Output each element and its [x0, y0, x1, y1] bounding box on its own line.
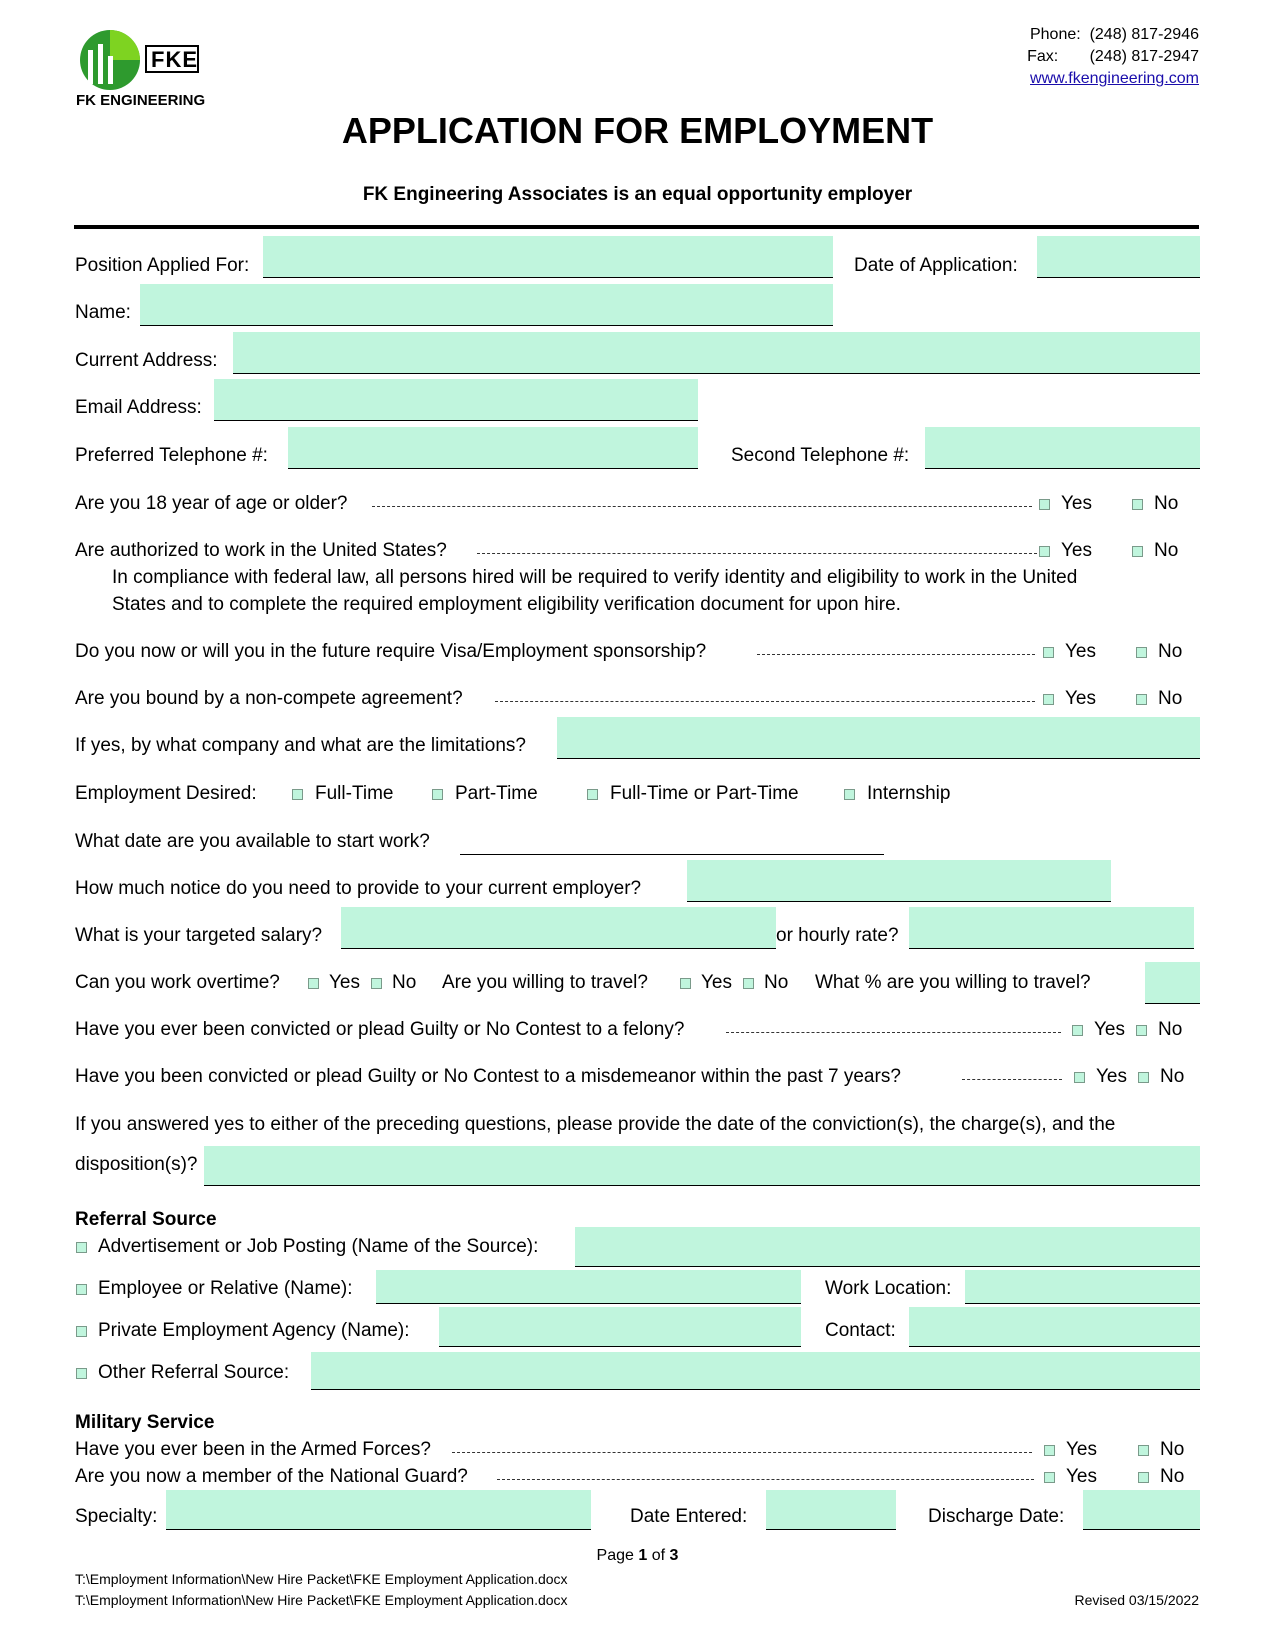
- agency-checkbox[interactable]: [76, 1326, 87, 1337]
- other-referral-input[interactable]: [311, 1352, 1200, 1390]
- explain-input[interactable]: [204, 1146, 1200, 1186]
- hourly-input[interactable]: [909, 907, 1194, 949]
- authorized-yes-label: Yes: [1061, 540, 1092, 561]
- employee-input[interactable]: [376, 1270, 801, 1304]
- armed-forces-leader: [452, 1452, 1032, 1454]
- specialty-input[interactable]: [166, 1490, 591, 1530]
- company-logo: [78, 28, 218, 110]
- fax-line: [1027, 48, 1199, 66]
- page-number: [0, 1547, 1275, 1565]
- phone-number: (248) 817-2946: [1089, 26, 1199, 43]
- noncompete-no-label: No: [1158, 688, 1183, 709]
- logo-company-name: FK ENGINEERING: [76, 92, 206, 109]
- employee-checkbox[interactable]: [76, 1284, 87, 1295]
- age-question: Are you 18 year of age or older?: [75, 493, 348, 514]
- advertisement-label: Advertisement or Job Posting (Name of the Source):: [98, 1236, 539, 1257]
- age-yes-label: Yes: [1061, 493, 1092, 514]
- salary-question: What is your targeted salary?: [75, 925, 323, 946]
- military-heading: Military Service: [75, 1412, 215, 1433]
- position-label: Position Applied For:: [75, 255, 250, 276]
- page-current: 1: [638, 1547, 648, 1564]
- felony-no-checkbox[interactable]: [1136, 1025, 1147, 1036]
- advertisement-input[interactable]: [575, 1227, 1200, 1267]
- national-guard-question: Are you now a member of the National Guard?: [75, 1466, 468, 1487]
- visa-yes-checkbox[interactable]: [1043, 647, 1054, 658]
- armed-forces-yes-label: Yes: [1066, 1439, 1097, 1460]
- overtime-question: Can you work overtime?: [75, 972, 280, 993]
- internship-checkbox[interactable]: [844, 789, 855, 800]
- advertisement-checkbox[interactable]: [76, 1242, 87, 1253]
- misdemeanor-question: Have you been convicted or plead Guilty or No Contest to a misdemeanor within the past 7 years?: [75, 1066, 901, 1087]
- full-time-label: Full-Time: [315, 783, 394, 804]
- armed-forces-no-checkbox[interactable]: [1138, 1445, 1149, 1456]
- visa-no-label: No: [1158, 641, 1183, 662]
- specialty-label: Specialty:: [75, 1506, 158, 1527]
- visa-no-checkbox[interactable]: [1136, 647, 1147, 658]
- noncompete-leader: [495, 701, 1035, 703]
- travel-question: Are you willing to travel?: [442, 972, 648, 993]
- file-path-1: T:\Employment Information\New Hire Packet\FKE Employment Application.docx: [75, 1571, 568, 1587]
- misdemeanor-yes-label: Yes: [1096, 1066, 1127, 1087]
- compliance-note-line-1: In compliance with federal law, all persons hired will be required to verify identity and eligibility to work in the United: [112, 567, 1078, 588]
- notice-input[interactable]: [687, 860, 1111, 902]
- salary-input[interactable]: [341, 907, 776, 949]
- part-time-checkbox[interactable]: [432, 789, 443, 800]
- felony-no-label: No: [1158, 1019, 1183, 1040]
- compliance-note-line-2: States and to complete the required employment eligibility verification document for upon hire.: [112, 594, 901, 615]
- page-prefix: Page: [596, 1547, 634, 1564]
- travel-no-checkbox[interactable]: [743, 978, 754, 989]
- other-referral-label: Other Referral Source:: [98, 1362, 290, 1383]
- overtime-no-checkbox[interactable]: [371, 978, 382, 989]
- authorized-leader: [477, 553, 1037, 555]
- date-application-label: Date of Application:: [854, 255, 1018, 276]
- agency-input[interactable]: [439, 1307, 801, 1347]
- contact-label: Contact:: [825, 1320, 896, 1341]
- work-location-label: Work Location:: [825, 1278, 952, 1299]
- work-location-input[interactable]: [965, 1270, 1200, 1304]
- second-tel-label: Second Telephone #:: [731, 445, 910, 466]
- website-link[interactable]: www.fkengineering.com: [1030, 70, 1199, 87]
- felony-leader: [726, 1032, 1061, 1034]
- page-title: APPLICATION FOR EMPLOYMENT: [341, 110, 934, 151]
- phone-label: Phone:: [1029, 26, 1081, 43]
- noncompete-yes-label: Yes: [1065, 688, 1096, 709]
- misdemeanor-no-label: No: [1160, 1066, 1185, 1087]
- employment-desired-label: Employment Desired:: [75, 783, 257, 804]
- travel-yes-checkbox[interactable]: [680, 978, 691, 989]
- fax-number: (248) 817-2947: [1089, 48, 1199, 65]
- page-total: 3: [669, 1547, 679, 1564]
- agency-label: Private Employment Agency (Name):: [98, 1320, 410, 1341]
- email-label: Email Address:: [75, 397, 202, 418]
- position-input[interactable]: [263, 236, 833, 278]
- armed-forces-yes-checkbox[interactable]: [1044, 1445, 1055, 1456]
- logo-brand-box: FKE: [151, 47, 198, 72]
- full-or-part-checkbox[interactable]: [587, 789, 598, 800]
- revised-date: Revised 03/15/2022: [1074, 1592, 1199, 1608]
- armed-forces-question: Have you ever been in the Armed Forces?: [75, 1439, 431, 1460]
- felony-question: Have you ever been convicted or plead Guilty or No Contest to a felony?: [75, 1019, 685, 1040]
- age-leader: [372, 506, 1032, 508]
- explain-question-line-1: If you answered yes to either of the preceding questions, please provide the date of the conviction(s), the charge(s), and the: [75, 1114, 1116, 1135]
- full-or-part-label: Full-Time or Part-Time: [610, 783, 799, 804]
- age-no-checkbox[interactable]: [1132, 499, 1143, 510]
- armed-forces-no-label: No: [1160, 1439, 1185, 1460]
- authorized-yes-checkbox[interactable]: [1039, 546, 1050, 557]
- pref-tel-label: Preferred Telephone #:: [75, 445, 268, 466]
- referral-heading: Referral Source: [75, 1209, 217, 1230]
- felony-yes-label: Yes: [1094, 1019, 1125, 1040]
- start-date-question: What date are you available to start work?: [75, 831, 430, 852]
- pref-tel-input[interactable]: [288, 427, 698, 469]
- discharge-date-input[interactable]: [1083, 1490, 1200, 1530]
- page-subtitle: FK Engineering Associates is an equal opportunity employer: [362, 184, 913, 205]
- email-input[interactable]: [214, 379, 698, 421]
- contact-input[interactable]: [909, 1307, 1200, 1347]
- national-guard-no-checkbox[interactable]: [1138, 1472, 1149, 1483]
- explain-question-line-2: disposition(s)?: [75, 1154, 198, 1175]
- misdemeanor-leader: [962, 1079, 1062, 1081]
- overtime-yes-checkbox[interactable]: [308, 978, 319, 989]
- national-guard-no-label: No: [1160, 1466, 1185, 1487]
- authorized-no-label: No: [1154, 540, 1179, 561]
- noncompete-yes-checkbox[interactable]: [1043, 694, 1054, 705]
- notice-question: How much notice do you need to provide to your current employer?: [75, 878, 642, 899]
- internship-label: Internship: [867, 783, 951, 804]
- limitations-question: If yes, by what company and what are the limitations?: [75, 735, 526, 756]
- visa-leader: [757, 654, 1035, 656]
- part-time-label: Part-Time: [455, 783, 538, 804]
- name-input[interactable]: [140, 284, 833, 326]
- travel-pct-question: What % are you willing to travel?: [815, 972, 1091, 993]
- fax-label: Fax:: [1027, 48, 1059, 65]
- name-label: Name:: [75, 302, 131, 323]
- discharge-date-label: Discharge Date:: [928, 1506, 1065, 1527]
- employee-label: Employee or Relative (Name):: [98, 1278, 353, 1299]
- travel-pct-input[interactable]: [1145, 962, 1200, 1004]
- travel-yes-label: Yes: [701, 972, 732, 993]
- visa-question: Do you now or will you in the future require Visa/Employment sponsorship?: [75, 641, 707, 662]
- age-no-label: No: [1154, 493, 1179, 514]
- national-guard-leader: [497, 1479, 1034, 1481]
- address-input[interactable]: [233, 332, 1200, 374]
- misdemeanor-yes-checkbox[interactable]: [1074, 1072, 1085, 1083]
- noncompete-no-checkbox[interactable]: [1136, 694, 1147, 705]
- second-tel-input[interactable]: [925, 427, 1200, 469]
- national-guard-yes-checkbox[interactable]: [1044, 1472, 1055, 1483]
- limitations-input[interactable]: [557, 717, 1200, 759]
- overtime-no-label: No: [392, 972, 417, 993]
- phone-line: [1030, 26, 1199, 44]
- travel-no-label: No: [764, 972, 789, 993]
- full-time-checkbox[interactable]: [292, 789, 303, 800]
- start-date-input[interactable]: [460, 824, 884, 855]
- date-entered-input[interactable]: [766, 1490, 896, 1530]
- age-yes-checkbox[interactable]: [1039, 499, 1050, 510]
- website-line: [1030, 70, 1199, 88]
- file-path-2: T:\Employment Information\New Hire Packet\FKE Employment Application.docx: [75, 1592, 568, 1608]
- title-rule: [74, 225, 1199, 229]
- authorized-no-checkbox[interactable]: [1132, 546, 1143, 557]
- hourly-label: or hourly rate?: [776, 925, 899, 946]
- date-application-input[interactable]: [1037, 236, 1200, 278]
- misdemeanor-no-checkbox[interactable]: [1138, 1072, 1149, 1083]
- overtime-yes-label: Yes: [329, 972, 360, 993]
- authorized-question: Are authorized to work in the United States?: [75, 540, 447, 561]
- other-referral-checkbox[interactable]: [76, 1368, 87, 1379]
- national-guard-yes-label: Yes: [1066, 1466, 1097, 1487]
- page-of: of: [651, 1547, 666, 1564]
- noncompete-question: Are you bound by a non-compete agreement?: [75, 688, 463, 709]
- felony-yes-checkbox[interactable]: [1072, 1025, 1083, 1036]
- date-entered-label: Date Entered:: [630, 1506, 748, 1527]
- address-label: Current Address:: [75, 350, 218, 371]
- visa-yes-label: Yes: [1065, 641, 1096, 662]
